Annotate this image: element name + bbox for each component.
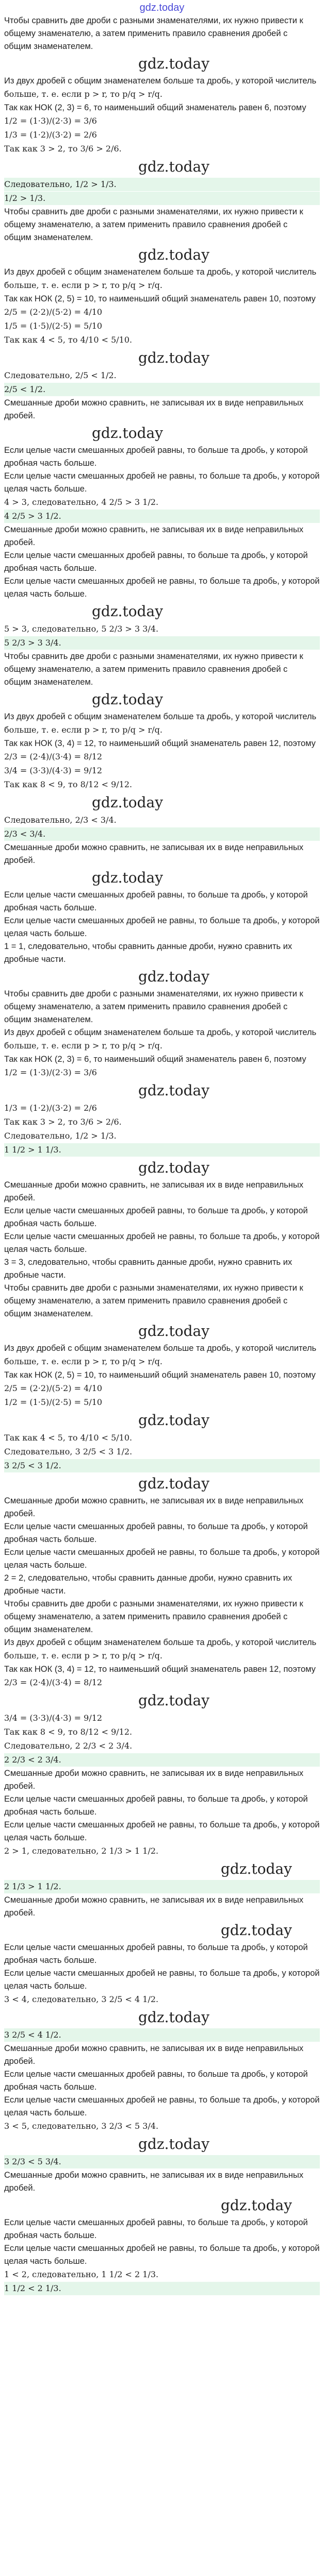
math-line: 3/4 = (3·3)/(4·3) = 9/12 xyxy=(4,766,103,775)
watermark: gdz.today xyxy=(221,1922,292,1939)
math-line: 3 < 5, следовательно, 3 2/3 < 5 3/4. xyxy=(4,2121,159,2131)
text-line: общему знаменателю, а затем применить правило сравнения дробей с xyxy=(4,29,288,38)
text-line: общим знаменателем. xyxy=(4,1015,93,1024)
math-line: 2/3 = (2·4)/(3·4) = 8/12 xyxy=(4,1677,103,1687)
text-line: Так как НОК (2, 3) = 6, то наименьший общий знаменатель равен 6, поэтому xyxy=(4,1055,306,1064)
watermark: gdz.today xyxy=(221,2197,292,2214)
text-line: Если целые части смешанных дробей равны, то больше та дробь, у которой xyxy=(4,1794,308,1804)
text-line: Смешанные дроби можно сравнить, не записывая их в виде неправильных xyxy=(4,2044,304,2053)
text-line: общему знаменателю, а затем применить правило сравнения дробей с xyxy=(4,1296,288,1306)
text-line: Если целые части смешанных дробей не равны, то больше та дробь, у которой xyxy=(4,2095,320,2105)
site-logo[interactable]: gdz.today xyxy=(139,2,185,13)
text-line: дробей. xyxy=(4,1509,36,1518)
text-line: дробная часть больше. xyxy=(4,1807,97,1817)
solution-block xyxy=(2,523,322,650)
text-line: Так как НОК (2, 5) = 10, то наименьший общий знаменатель равен 10, поэтому xyxy=(4,1370,316,1380)
text-line: Смешанные дроби можно сравнить, не записывая их в виде неправильных xyxy=(4,1769,304,1778)
text-line: дробей. xyxy=(4,1782,36,1791)
math-line: больше, т. е. если p > r, то p/q > r/q. xyxy=(4,89,162,99)
watermark: gdz.today xyxy=(138,1412,210,1429)
text-line: общим знаменателем. xyxy=(4,42,93,51)
text-line: 1 = 1, следовательно, чтобы сравнить данные дроби, нужно сравнить их xyxy=(4,942,292,951)
math-line: 1/2 = (1·3)/(2·3) = 3/6 xyxy=(4,1067,97,1077)
text-line: Чтобы сравнить две дроби с разными знаменателями, их нужно привести к xyxy=(4,16,303,25)
text-line: целая часть больше. xyxy=(4,2257,87,2266)
answer-line: 1 1/2 < 2 1/3. xyxy=(4,2282,320,2295)
text-line: Смешанные дроби можно сравнить, не записывая их в виде неправильных xyxy=(4,1180,304,1190)
text-line: дробная часть больше. xyxy=(4,1219,97,1228)
watermark: gdz.today xyxy=(221,1860,292,1877)
text-line: Если целые части смешанных дробей не равны, то больше та дробь, у которой xyxy=(4,577,320,586)
text-line: Если целые части смешанных дробей равны, то больше та дробь, у которой xyxy=(4,2218,308,2227)
answer-line: 1 1/2 > 1 1/3. xyxy=(4,1143,320,1157)
math-line: Следовательно, 2 2/3 < 2 3/4. xyxy=(4,1741,133,1751)
math-line: 4 > 3, следовательно, 4 2/5 > 3 1/2. xyxy=(4,497,159,507)
text-line: целая часть больше. xyxy=(4,589,87,599)
text-line: Чтобы сравнить две дроби с разными знаменателями, их нужно привести к xyxy=(4,207,303,216)
text-line: дробная часть больше. xyxy=(4,1535,97,1544)
math-line: 3/4 = (3·3)/(4·3) = 9/12 xyxy=(4,1713,103,1723)
math-line: Так как 8 < 9, то 8/12 < 9/12. xyxy=(4,1727,133,1737)
text-line: дробные части. xyxy=(4,1270,66,1280)
text-line: дробные части. xyxy=(4,955,66,964)
answer-line: 2 1/3 > 1 1/2. xyxy=(4,1880,320,1893)
solution-block xyxy=(2,206,322,396)
text-line: общим знаменателем. xyxy=(4,233,93,242)
solution-block xyxy=(2,14,322,205)
text-line: дробная часть больше. xyxy=(4,1956,97,1965)
answer-line: 2/3 < 3/4. xyxy=(4,827,320,841)
text-line: Если целые части смешанных дробей не равны, то больше та дробь, у которой xyxy=(4,1232,320,1241)
text-line: дробная часть больше. xyxy=(4,564,97,573)
watermark: gdz.today xyxy=(138,2009,210,2026)
watermark: gdz.today xyxy=(138,2136,210,2153)
math-line: 2/3 = (2·4)/(3·4) = 8/12 xyxy=(4,752,103,761)
text-line: целая часть больше. xyxy=(4,1833,87,1842)
watermark: gdz.today xyxy=(138,1082,210,1099)
text-line: Смешанные дроби можно сравнить, не записывая их в виде неправильных xyxy=(4,398,304,408)
watermark: gdz.today xyxy=(138,158,210,175)
watermark: gdz.today xyxy=(138,1692,210,1709)
math-line: 1/3 = (1·2)/(3·2) = 2/6 xyxy=(4,130,97,140)
math-line: Следовательно, 1/2 > 1/3. xyxy=(4,1131,117,1141)
text-line: целая часть больше. xyxy=(4,1561,87,1570)
text-line: Если целые части смешанных дробей не равны, то больше та дробь, у которой xyxy=(4,1548,320,1557)
answer-line: 2 2/3 < 2 3/4. xyxy=(4,1753,320,1767)
answer-line: 3 2/3 < 5 3/4. xyxy=(4,2155,320,2168)
watermark: gdz.today xyxy=(138,55,210,72)
math-line: Так как 3 > 2, то 3/6 > 2/6. xyxy=(4,144,122,154)
math-line: 2/5 = (2·2)/(5·2) = 4/10 xyxy=(4,1383,103,1393)
text-line: целая часть больше. xyxy=(4,2108,87,2117)
math-line: 5 > 3, следовательно, 5 2/3 > 3 3/4. xyxy=(4,624,159,634)
math-line: 3 < 4, следовательно, 3 2/5 < 4 1/2. xyxy=(4,1994,159,2004)
text-line: Так как НОК (3, 4) = 12, то наименьший общий знаменатель равен 12, поэтому xyxy=(4,739,316,748)
watermark: gdz.today xyxy=(138,1475,210,1492)
text-line: Если целые части смешанных дробей равны, то больше та дробь, у которой xyxy=(4,446,308,455)
text-line: Чтобы сравнить две дроби с разными знаменателями, их нужно привести к xyxy=(4,1599,303,1608)
solution-block xyxy=(2,1894,322,2042)
watermark: gdz.today xyxy=(138,968,210,985)
text-line: Если целые части смешанных дробей не равны, то больше та дробь, у которой xyxy=(4,2244,320,2253)
text-line: дробей. xyxy=(4,538,36,547)
text-line: Чтобы сравнить две дроби с разными знаменателями, их нужно привести к xyxy=(4,989,303,998)
math-line: 2/5 = (2·2)/(5·2) = 4/10 xyxy=(4,307,103,317)
text-line: Смешанные дроби можно сравнить, не записывая их в виде неправильных xyxy=(4,525,304,534)
text-line: дробей. xyxy=(4,856,36,865)
text-line: Так как НОК (3, 4) = 12, то наименьший общий знаменатель равен 12, поэтому xyxy=(4,1665,316,1674)
text-line: Смешанные дроби можно сравнить, не записывая их в виде неправильных xyxy=(4,2171,304,2180)
solution-block xyxy=(2,1598,322,1767)
watermark: gdz.today xyxy=(138,349,210,366)
text-line: дробная часть больше. xyxy=(4,2231,97,2240)
text-line: дробей. xyxy=(4,1908,36,1918)
solution-block xyxy=(2,1179,322,1281)
math-line: больше, т. е. если p > r, то p/q > r/q. xyxy=(4,1041,162,1050)
text-line: дробей. xyxy=(4,411,36,420)
text-line: дробей. xyxy=(4,2183,36,2193)
text-line: 3 = 3, следовательно, чтобы сравнить данные дроби, нужно сравнить их xyxy=(4,1258,292,1267)
text-line: целая часть больше. xyxy=(4,484,87,494)
text-line: Если целые части смешанных дробей равны, то больше та дробь, у которой xyxy=(4,1522,308,1531)
text-line: дробей. xyxy=(4,2057,36,2066)
watermark: gdz.today xyxy=(138,1323,210,1340)
text-line: целая часть больше. xyxy=(4,1981,87,1991)
solution-block xyxy=(2,397,322,523)
text-line: общим знаменателем. xyxy=(4,677,93,687)
text-line: Смешанные дроби можно сравнить, не записывая их в виде неправильных xyxy=(4,843,304,852)
text-line: Если целые части смешанных дробей равны, то больше та дробь, у которой xyxy=(4,1206,308,1215)
math-line: Так как 4 < 5, то 4/10 < 5/10. xyxy=(4,1433,133,1443)
text-line: дробная часть больше. xyxy=(4,2082,97,2092)
watermark: gdz.today xyxy=(138,1159,210,1176)
text-line: дробей. xyxy=(4,1193,36,1202)
text-line: Если целые части смешанных дробей равны, то больше та дробь, у которой xyxy=(4,1943,308,1952)
math-line: Так как 3 > 2, то 3/6 > 2/6. xyxy=(4,1117,122,1127)
text-line: Если целые части смешанных дробей не равны, то больше та дробь, у которой xyxy=(4,1969,320,1978)
watermark: gdz.today xyxy=(92,869,164,886)
math-line: Следовательно, 3 2/5 < 3 1/2. xyxy=(4,1447,133,1456)
text-line: Из двух дробей с общим знаменателем больше та дробь, у которой числитель xyxy=(4,1638,317,1647)
math-line: больше, т. е. если p > r, то p/q > r/q. xyxy=(4,280,162,290)
math-line: больше, т. е. если p > r, то p/q > r/q. xyxy=(4,1357,162,1366)
text-line: Если целые части смешанных дробей не равны, то больше та дробь, у которой xyxy=(4,471,320,481)
math-line: Так как 8 < 9, то 8/12 < 9/12. xyxy=(4,779,133,789)
text-line: Чтобы сравнить две дроби с разными знаменателями, их нужно привести к xyxy=(4,652,303,661)
text-line: Из двух дробей с общим знаменателем больше та дробь, у которой числитель xyxy=(4,712,317,721)
text-line: Если целые части смешанных дробей не равны, то больше та дробь, у которой xyxy=(4,1820,320,1829)
math-line: 1/5 = (1·5)/(2·5) = 5/10 xyxy=(4,321,103,331)
text-line: общему знаменателю, а затем применить правило сравнения дробей с xyxy=(4,665,288,674)
text-line: целая часть больше. xyxy=(4,929,87,938)
text-line: целая часть больше. xyxy=(4,1245,87,1254)
solution-blocks xyxy=(2,14,322,2295)
text-line: дробная часть больше. xyxy=(4,459,97,468)
solution-block xyxy=(2,2169,322,2295)
text-line: Если целые части смешанных дробей равны, то больше та дробь, у которой xyxy=(4,890,308,900)
watermark: gdz.today xyxy=(92,794,164,811)
watermark: gdz.today xyxy=(92,603,164,620)
text-line: Из двух дробей с общим знаменателем больше та дробь, у которой числитель xyxy=(4,267,317,277)
text-line: 2 = 2, следовательно, чтобы сравнить данные дроби, нужно сравнить их xyxy=(4,1573,292,1583)
text-line: общим знаменателем. xyxy=(4,1625,93,1634)
answer-line: 3 2/5 < 4 1/2. xyxy=(4,2028,320,2042)
math-line: 1 < 2, следовательно, 1 1/2 < 2 1/3. xyxy=(4,2269,159,2279)
text-line: дробные части. xyxy=(4,1586,66,1596)
math-line: больше, т. е. если p > r, то p/q > r/q. xyxy=(4,725,162,735)
solution-block xyxy=(2,650,322,841)
watermark: gdz.today xyxy=(92,691,164,708)
text-line: Смешанные дроби можно сравнить, не записывая их в виде неправильных xyxy=(4,1496,304,1505)
answer-line: 2/5 < 1/2. xyxy=(4,383,320,396)
text-line: Так как НОК (2, 5) = 10, то наименьший общий знаменатель равен 10, поэтому xyxy=(4,294,316,303)
text-line: общему знаменателю, а затем применить правило сравнения дробей с xyxy=(4,1612,288,1621)
math-line: больше, т. е. если p > r, то p/q > r/q. xyxy=(4,1651,162,1660)
text-line: Из двух дробей с общим знаменателем больше та дробь, у которой числитель xyxy=(4,1028,317,1037)
solution-block xyxy=(2,1767,322,1893)
solution-block xyxy=(2,988,322,1179)
answer-line: 4 2/5 > 3 1/2. xyxy=(4,510,320,523)
answer-line: 5 2/3 > 3 3/4. xyxy=(4,636,320,650)
solution-block xyxy=(2,1495,322,1597)
math-line: 1/2 = (1·3)/(2·3) = 3/6 xyxy=(4,116,97,126)
math-line: Следовательно, 2/5 < 1/2. xyxy=(4,370,117,380)
text-line: Чтобы сравнить две дроби с разными знаменателями, их нужно привести к xyxy=(4,1283,303,1293)
text-line: Смешанные дроби можно сравнить, не записывая их в виде неправильных xyxy=(4,1895,304,1905)
math-line: 1/3 = (1·2)/(3·2) = 2/6 xyxy=(4,1103,97,1113)
text-line: Из двух дробей с общим знаменателем больше та дробь, у которой числитель xyxy=(4,1344,317,1353)
solution-block xyxy=(2,2042,322,2168)
text-line: общему знаменателю, а затем применить правило сравнения дробей с xyxy=(4,220,288,229)
math-line: 1/2 = (1·5)/(2·5) = 5/10 xyxy=(4,1397,103,1407)
math-line: Так как 4 < 5, то 4/10 < 5/10. xyxy=(4,335,133,345)
solution-block xyxy=(2,1282,322,1495)
math-line: Следовательно, 2/3 < 3/4. xyxy=(4,815,117,825)
answer-line: Следовательно, 1/2 > 1/3. xyxy=(4,178,320,191)
watermark: gdz.today xyxy=(138,246,210,263)
math-line: 2 > 1, следовательно, 2 1/3 > 1 1/2. xyxy=(4,1846,159,1856)
text-line: общему знаменателю, а затем применить правило сравнения дробей с xyxy=(4,1002,288,1011)
text-line: Из двух дробей с общим знаменателем больше та дробь, у которой числитель xyxy=(4,76,317,86)
watermark: gdz.today xyxy=(92,425,164,442)
text-line: общим знаменателем. xyxy=(4,1309,93,1318)
text-line: Если целые части смешанных дробей равны, то больше та дробь, у которой xyxy=(4,2070,308,2079)
text-line: Если целые части смешанных дробей не равны, то больше та дробь, у которой xyxy=(4,916,320,925)
text-line: дробная часть больше. xyxy=(4,903,97,912)
text-line: Если целые части смешанных дробей равны, то больше та дробь, у которой xyxy=(4,551,308,560)
solution-block xyxy=(2,841,322,988)
text-line: Так как НОК (2, 3) = 6, то наименьший общий знаменатель равен 6, поэтому xyxy=(4,103,306,112)
answer-line: 3 2/5 < 3 1/2. xyxy=(4,1459,320,1472)
answer-line: 1/2 > 1/3. xyxy=(4,192,320,205)
